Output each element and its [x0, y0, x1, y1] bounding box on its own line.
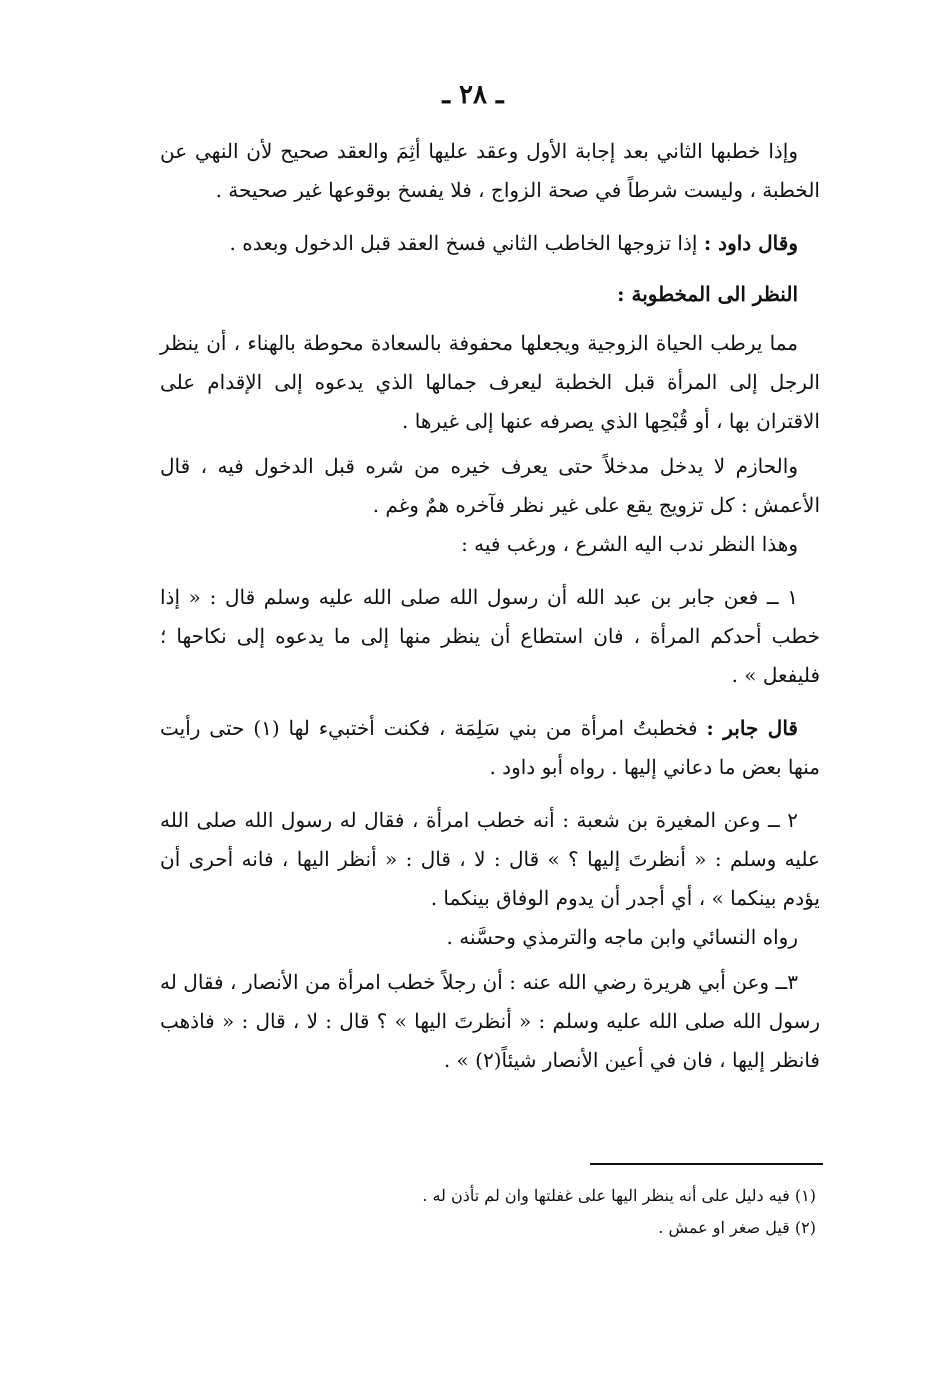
hadith-mughira: ٢ ــ وعن المغيرة بن شعبة : أنه خطب امرأة ، فقال له رسول الله صلى الله عليه وسلم : « أنظرتَ إليها ؟ » قال : لا ، قال : « أنظر اليها ، فانه أحرى أن يؤدم بينكما » ، أي أجدر أن يدوم الوفاق بينكما . — [160, 808, 820, 910]
jabir-text: فخطبتُ امرأة من بني سَلِمَة ، فكنت أختبيء لها (١) حتى رأيت منها بعض ما دعاني إليها . رواه أبو داود . — [160, 716, 820, 779]
footnote-2: (٢) قيل صغر او عمش . — [658, 1218, 816, 1237]
dawud-text: إذا تزوجها الخاطب الثاني فسخ العقد قبل الدخول وبعده . — [229, 231, 704, 255]
paragraph-sharia-encourages: وهذا النظر ندب اليه الشرع ، ورغب فيه : — [461, 532, 798, 556]
paragraph-looking-benefit: مما يرطب الحياة الزوجية ويجعلها محفوفة بالسعادة محوطة بالهناء ، أن ينظر الرجل إلى المرأة قبل الخطبة ليعرف جمالها الذي يدعوه إلى الإقدام على الاقتران بها ، أو قُبْحِها الذي يصرفه عنها إلى غيرها . — [160, 331, 820, 433]
page-number: ـ ٢٨ ـ — [442, 80, 504, 110]
paragraph-second-suitor: وإذا خطبها الثاني بعد إجابة الأول وعقد عليها أثِمَ والعقد صحيح لأن النهي عن الخطبة ، وليست شرطاً في صحة الزواج ، فلا يفسخ بوقوعها غير صحيحة . — [160, 139, 820, 202]
jabir-lead: قال جابر : — [706, 716, 798, 740]
paragraph-al-amash: والحازم لا يدخل مدخلاً حتى يعرف خيره من شره قبل الدخول فيه ، قال الأعمش : كل تزويج يقع على غير نظر فآخره همٌ وغم . — [160, 454, 820, 517]
section-heading: النظر الى المخطوبة : — [617, 282, 798, 306]
hadith-jabir: ١ ــ فعن جابر بن عبد الله أن رسول الله صلى الله عليه وسلم قال : « إذا خطب أحدكم المرأة ، فان استطاع أن ينظر منها إلى ما يدعوه إلى نكاحها ؛ فليفعل » . — [160, 585, 820, 687]
dawud-lead: وقال داود : — [703, 231, 798, 255]
footnote-separator — [590, 1163, 823, 1165]
paragraph-narrators: رواه النسائي وابن ماجه والترمذي وحسَّنه . — [446, 925, 798, 949]
page-body — [160, 132, 820, 1080]
paragraph-dawud-opinion — [160, 224, 820, 263]
hadith-abu-hurayra: ٣ــ وعن أبي هريرة رضي الله عنه : أن رجلاً خطب امرأة من الأنصار ، فقال له رسول الله صلى الله عليه وسلم : « أنظرتَ اليها » ؟ قال : لا ، قال : « فاذهب فانظر إليها ، فان في أعين الأنصار شيئاً(٢) » . — [160, 970, 820, 1072]
paragraph-jabir-said — [160, 709, 820, 787]
footnotes — [160, 1180, 816, 1244]
footnote-1: (١) فيه دليل على أنه ينظر اليها على غفلتها وان لم تأذن له . — [422, 1186, 816, 1205]
